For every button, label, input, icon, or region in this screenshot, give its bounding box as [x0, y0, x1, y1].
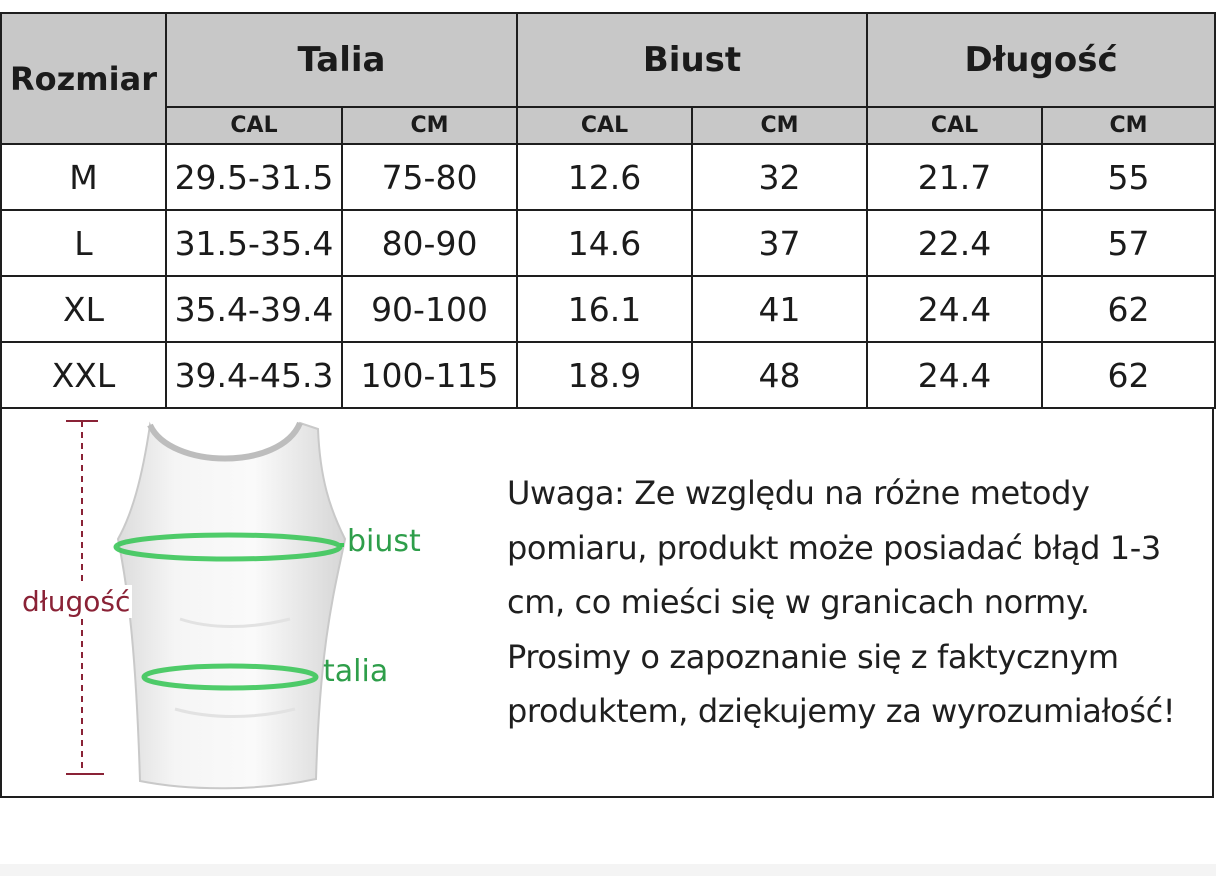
- table-cell: 22.4: [867, 210, 1042, 276]
- table-cell: 24.4: [867, 276, 1042, 342]
- tank-top-shape: [118, 423, 345, 788]
- table-cell: 62: [1042, 276, 1215, 342]
- table-cell: 29.5-31.5: [166, 144, 342, 210]
- size-cell: M: [1, 144, 166, 210]
- table-row: [1, 276, 1215, 342]
- measurement-note: [507, 466, 1212, 739]
- table-cell: 16.1: [517, 276, 692, 342]
- table-cell: 100-115: [342, 342, 517, 408]
- note-line: cm, co mieści się w granicach normy.: [507, 583, 1090, 621]
- unit-header-row: [1, 107, 1215, 144]
- table-cell: 39.4-45.3: [166, 342, 342, 408]
- table-cell: 24.4: [867, 342, 1042, 408]
- table-cell: 90-100: [342, 276, 517, 342]
- group-header-dlugosc: Długość: [867, 13, 1215, 107]
- unit-header: CM: [342, 107, 517, 144]
- table-cell: 55: [1042, 144, 1215, 210]
- note-line: Prosimy o zapoznanie się z faktycznym: [507, 637, 1119, 676]
- table-row: [1, 342, 1215, 408]
- size-cell: XL: [1, 276, 166, 342]
- group-header-row: [1, 13, 1215, 107]
- table-row: [1, 144, 1215, 210]
- length-label: długość: [22, 585, 131, 618]
- table-cell: 14.6: [517, 210, 692, 276]
- table-cell: 80-90: [342, 210, 517, 276]
- note-line: produktem, dziękujemy za wyrozumiałość!: [507, 692, 1176, 730]
- table-cell: 18.9: [517, 342, 692, 408]
- table-cell: 48: [692, 342, 867, 408]
- unit-header: CAL: [166, 107, 342, 144]
- group-header-talia: Talia: [166, 13, 517, 107]
- table-cell: 35.4-39.4: [166, 276, 342, 342]
- table-cell: 32: [692, 144, 867, 210]
- table-cell: 12.6: [517, 144, 692, 210]
- size-column-header: Rozmiar: [1, 13, 166, 144]
- size-cell: XXL: [1, 342, 166, 408]
- table-cell: 57: [1042, 210, 1215, 276]
- table-cell: 37: [692, 210, 867, 276]
- group-header-biust: Biust: [517, 13, 867, 107]
- note-line: pomiaru, produkt może posiadać błąd 1-3: [507, 528, 1161, 567]
- size-cell: L: [1, 210, 166, 276]
- unit-header: CM: [692, 107, 867, 144]
- unit-header: CM: [1042, 107, 1215, 144]
- table-cell: 75-80: [342, 144, 517, 210]
- bottom-strip: [0, 864, 1216, 876]
- table-cell: 31.5-35.4: [166, 210, 342, 276]
- unit-header: CAL: [867, 107, 1042, 144]
- table-row: [1, 210, 1215, 276]
- table-cell: 62: [1042, 342, 1215, 408]
- size-chart-table: [0, 12, 1216, 409]
- note-line: Uwaga: Ze względu na różne metody: [507, 474, 1090, 512]
- unit-header: CAL: [517, 107, 692, 144]
- bust-label: biust: [347, 524, 421, 559]
- waist-label: talia: [323, 654, 389, 689]
- table-cell: 21.7: [867, 144, 1042, 210]
- table-cell: 41: [692, 276, 867, 342]
